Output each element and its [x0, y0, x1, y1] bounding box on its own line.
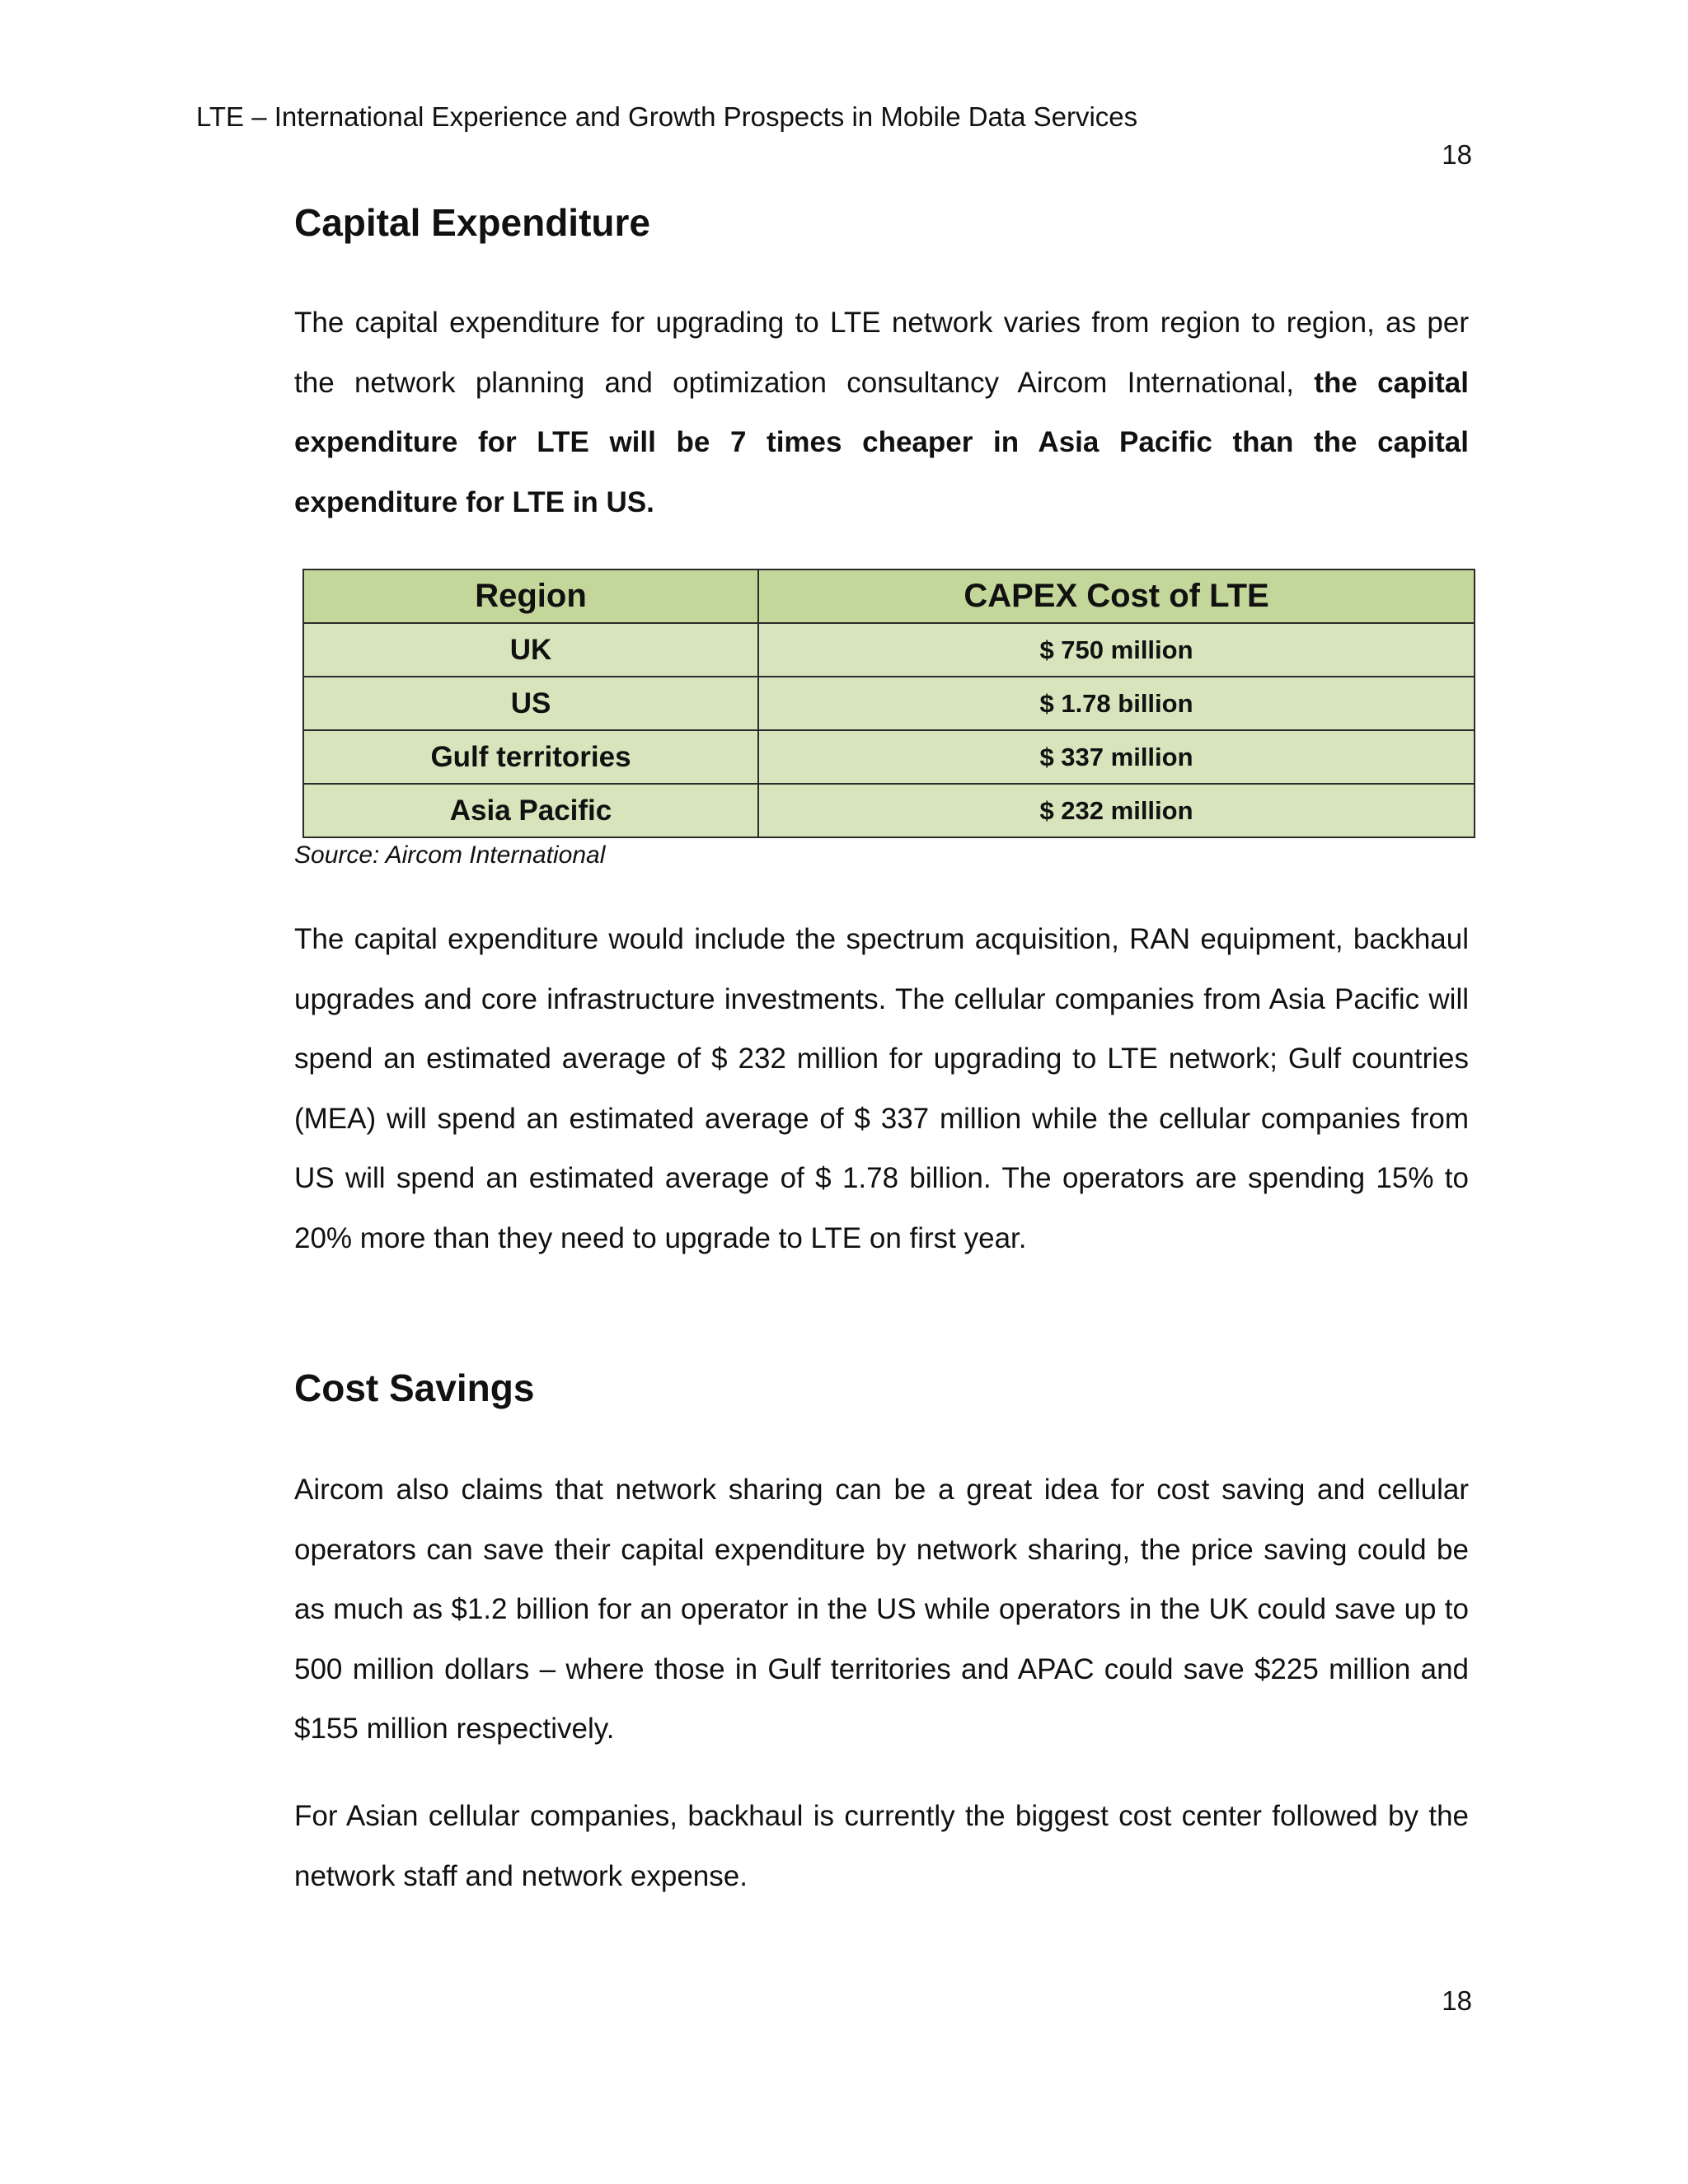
table-row	[303, 623, 1475, 677]
page-number-bottom: 18	[1442, 1985, 1472, 2016]
table-header-region: Region	[303, 569, 758, 623]
paragraph-network-sharing: Aircom also claims that network sharing can be a great idea for cost saving and cellular operators can save their capital expenditure by network sharing, the price saving could be as much as $1.2 billion for an operator in the US while operators in the UK could save up to 500 million dollars – where those in Gulf territories and APAC could save $225 million and $155 million respectively.	[294, 1474, 1469, 1746]
heading-cost-savings: Cost Savings	[294, 1366, 535, 1409]
table-cell-region: UK	[303, 623, 758, 677]
page-number-top: 18	[1442, 139, 1472, 170]
paragraph-capex-details: The capital expenditure would include the spectrum acquisition, RAN equipment, backhaul upgrades and core infrastructure investments. The cellular companies from Asia Pacific will spend an estimated average of $ 232 million for upgrading to LTE network; Gulf countries (MEA) will spend an estimated average of $ 337 million while the cellular companies from US will spend an estimated average of $ 1.78 billion. The operators are spending 15% to 20% more than they need to upgrade to LTE on first year.	[294, 923, 1469, 1254]
paragraph-asian-backhaul: For Asian cellular companies, backhaul is currently the biggest cost center followed by the network staff and network expense.	[294, 1800, 1469, 1892]
table-cell-region: Asia Pacific	[303, 784, 758, 837]
table-cell-cost: $ 750 million	[758, 623, 1475, 677]
paragraph-capex-intro-bold: the capital expenditure for LTE will be 7 times cheaper in Asia Pacific than the capital expenditure for LTE in US.	[294, 366, 1469, 518]
table-cell-cost: $ 337 million	[758, 730, 1475, 784]
table-cell-cost: $ 232 million	[758, 784, 1475, 837]
capex-table	[302, 569, 1475, 838]
table-header-row	[303, 569, 1475, 623]
table-cell-region: Gulf territories	[303, 730, 758, 784]
paragraph-capex-intro	[294, 293, 1469, 532]
paragraph-capex-intro-text: The capital expenditure for upgrading to LTE network varies from region to region, as per the network planning and optimization consultancy Aircom International,	[294, 307, 1469, 399]
heading-capital-expenditure: Capital Expenditure	[294, 201, 650, 244]
table-header-capex: CAPEX Cost of LTE	[758, 569, 1475, 623]
table-row	[303, 730, 1475, 784]
table-cell-region: US	[303, 677, 758, 730]
table-cell-cost: $ 1.78 billion	[758, 677, 1475, 730]
table-source-note: Source: Aircom International	[294, 841, 606, 869]
table-row	[303, 784, 1475, 837]
table-row	[303, 677, 1475, 730]
running-header: LTE – International Experience and Growth Prospects in Mobile Data Services	[196, 101, 1138, 132]
